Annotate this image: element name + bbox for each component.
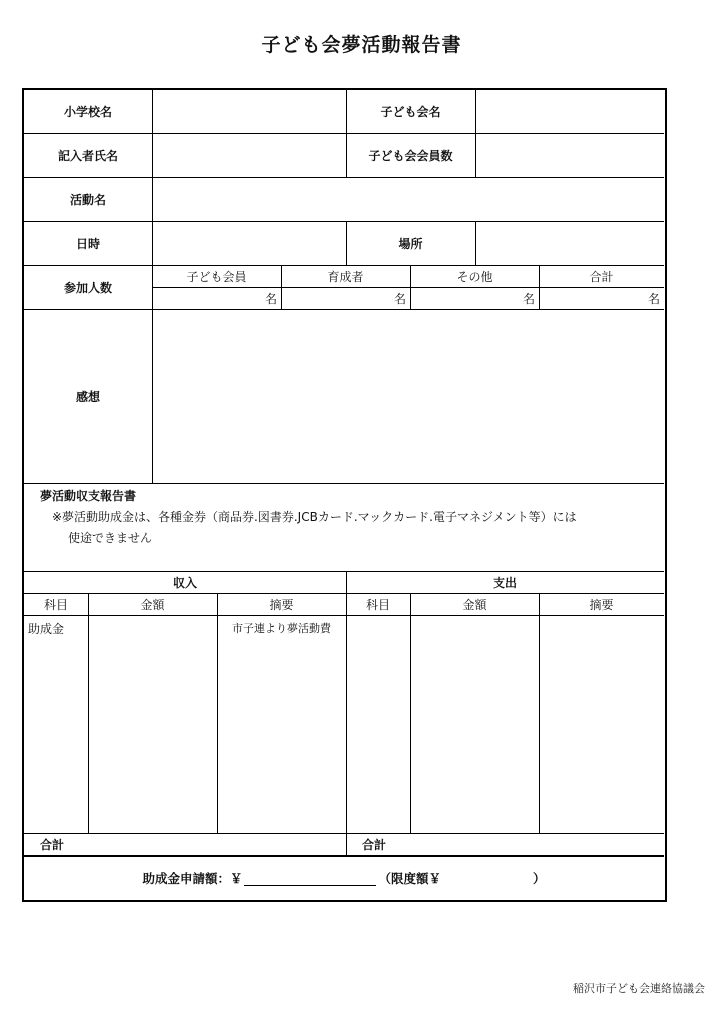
member-count-field[interactable] [475,133,664,177]
participants-col-total: 合計 [589,269,614,284]
expense-col-subject: 科目 [365,597,390,612]
budget-report-note-line1: ※夢活動助成金は、各種金券（商品券.図書券.JCBカード.マックカード.電子マネジメント等）には [52,510,577,524]
impressions-label: 感想 [75,389,100,404]
school-name-field[interactable] [152,90,346,133]
income-row-subject: 助成金 [28,622,65,636]
footer-organization: 稲沢市子ども会連絡協議会 [573,982,705,995]
income-total-label: 合計 [40,837,65,852]
participants-label: 参加人数 [63,280,112,295]
participants-unit-guardians[interactable]: 名 [393,291,406,306]
budget-report-heading: 夢活動収支報告書 [40,489,137,503]
place-label: 場所 [398,236,423,251]
income-col-subject: 科目 [43,597,68,612]
income-row-summary: 市子連より夢活動費 [232,622,331,635]
expense-total-label: 合計 [362,837,387,852]
income-heading: 収入 [172,575,197,590]
activity-name-field[interactable] [152,177,664,221]
report-form [22,88,667,902]
limit-close: ） [533,871,546,886]
limit-label: （限度額￥ [378,871,441,886]
datetime-field[interactable] [152,221,346,265]
datetime-label: 日時 [75,236,100,251]
expense-col-amount: 金額 [462,597,487,612]
application-amount-field[interactable] [244,871,376,886]
writer-name-label: 記入者氏名 [57,148,118,163]
expense-heading: 支出 [492,575,517,590]
income-col-amount: 金額 [140,597,165,612]
member-count-label: 子ども会会員数 [368,148,453,163]
budget-report-note-line2: 使途できません [68,531,153,545]
club-name-label: 子ども会名 [380,105,441,119]
income-amount-field[interactable] [88,620,217,830]
expense-entries-area[interactable] [346,615,664,833]
school-name-label: 小学校名 [63,105,112,119]
activity-name-label: 活動名 [69,192,106,207]
participants-col-others: その他 [456,269,493,284]
income-col-summary: 摘要 [269,597,294,612]
participants-unit-others[interactable]: 名 [522,291,535,306]
participants-unit-members[interactable]: 名 [264,291,277,306]
club-name-field[interactable] [475,90,664,133]
page-title: 子ども会夢活動報告書 [261,34,462,56]
participants-col-guardians: 育成者 [327,269,364,284]
impressions-field[interactable] [152,309,664,483]
participants-unit-total[interactable]: 名 [647,291,660,306]
writer-name-field[interactable] [152,133,346,177]
place-field[interactable] [475,221,664,265]
application-label: 助成金申請額：￥ [142,871,243,886]
application-row [24,856,664,900]
participants-col-members: 子ども会員 [186,269,247,284]
expense-col-summary: 摘要 [589,597,614,612]
